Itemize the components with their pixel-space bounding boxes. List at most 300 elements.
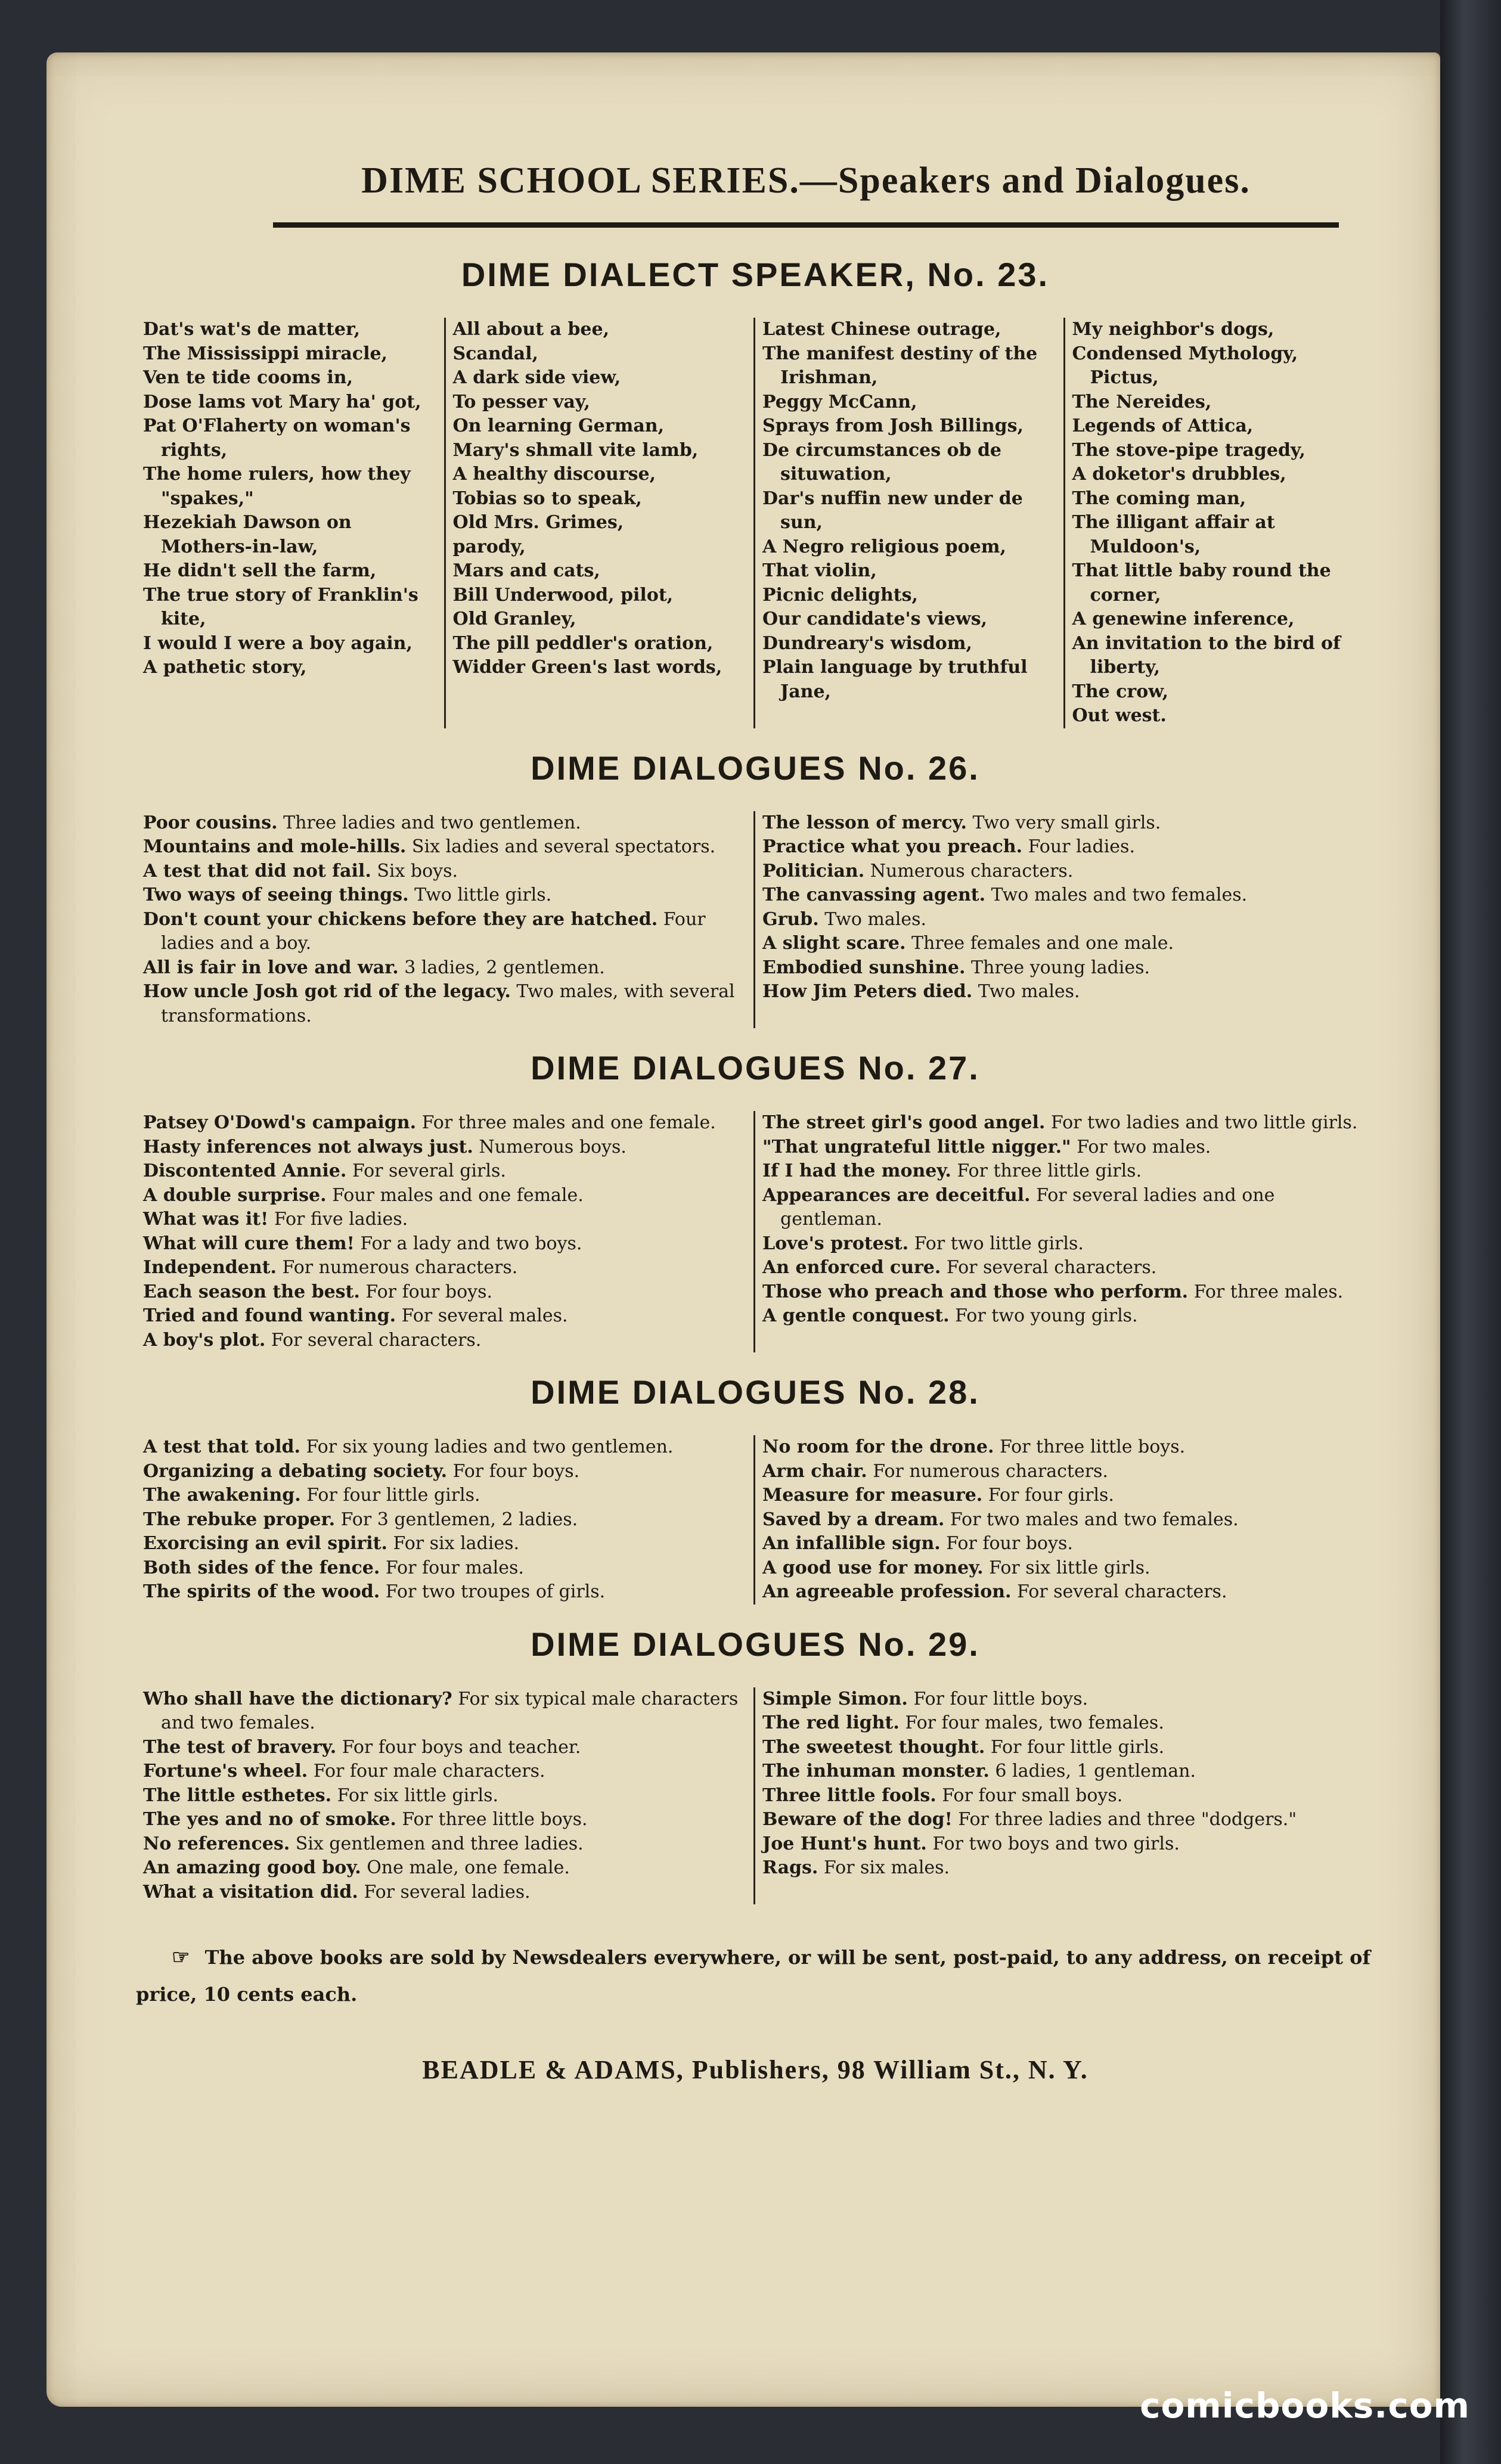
entry-cast: For three ladies and three "dodgers." bbox=[958, 1809, 1297, 1830]
entry-title: If I had the money. bbox=[762, 1160, 951, 1181]
list-item bbox=[143, 1856, 746, 1880]
entry-cast: For 3 gentlemen, 2 ladies. bbox=[340, 1509, 578, 1530]
entry-cast: For four boys and teacher. bbox=[342, 1736, 581, 1758]
entry-cast: Two males. bbox=[824, 908, 927, 930]
entry-title: The Mississippi miracle, bbox=[143, 343, 387, 364]
list-item bbox=[1072, 463, 1368, 487]
entry-cast: For six ladies. bbox=[393, 1533, 520, 1554]
entry-title: Those who preach and those who perform. bbox=[762, 1281, 1189, 1302]
list-item bbox=[143, 908, 746, 956]
entry-title: On learning German, bbox=[452, 415, 665, 436]
entry-title: The yes and no of smoke. bbox=[143, 1809, 396, 1830]
list-item bbox=[143, 1280, 746, 1305]
list-item bbox=[453, 607, 747, 632]
entry-cast: 6 ladies, 1 gentleman. bbox=[995, 1761, 1196, 1782]
entry-cast: For four girls. bbox=[988, 1485, 1114, 1506]
entry-title: How uncle Josh got rid of the legacy. bbox=[143, 981, 511, 1002]
list-item bbox=[762, 487, 1056, 535]
entry-cast: Two males, with several transformations. bbox=[161, 981, 735, 1026]
list-item bbox=[762, 1532, 1367, 1556]
entry-cast: For two young girls. bbox=[955, 1305, 1138, 1326]
list-item bbox=[762, 607, 1056, 632]
list-item bbox=[762, 632, 1056, 656]
list-item bbox=[143, 1256, 746, 1280]
entry-title: Love's protest. bbox=[762, 1233, 909, 1254]
entry-title: That little baby round the corner, bbox=[1072, 560, 1331, 606]
list-item bbox=[143, 980, 746, 1028]
list-item bbox=[453, 511, 747, 535]
entry-cast: For four boys. bbox=[365, 1281, 493, 1302]
entry-cast: Six ladies and several spectators. bbox=[411, 836, 716, 857]
list-item bbox=[762, 390, 1056, 415]
list-item bbox=[143, 1532, 746, 1556]
entry-title: A pathetic story, bbox=[143, 657, 307, 678]
entry-cast: For numerous characters. bbox=[873, 1460, 1108, 1482]
entry-title: The sweetest thought. bbox=[762, 1736, 985, 1758]
entry-title: What was it! bbox=[143, 1209, 269, 1230]
list-item bbox=[143, 1736, 746, 1760]
entry-title: Appearances are deceitful. bbox=[762, 1184, 1031, 1206]
list-item bbox=[1072, 318, 1368, 342]
column bbox=[136, 1435, 755, 1605]
entry-title: The stove-pipe tragedy, bbox=[1072, 439, 1305, 461]
list-item bbox=[143, 1880, 746, 1905]
entry-title: A double surprise. bbox=[143, 1184, 327, 1206]
entry-cast: For four males, two females. bbox=[905, 1712, 1164, 1733]
entry-cast: Two very small girls. bbox=[972, 812, 1161, 833]
list-item bbox=[762, 932, 1367, 956]
list-item bbox=[762, 1435, 1367, 1460]
entry-cast: Four ladies. bbox=[1028, 836, 1135, 857]
section-columns bbox=[136, 1111, 1375, 1352]
publisher-imprint: BEADLE & ADAMS, Publishers, 98 William St., N. Y. bbox=[422, 2055, 1088, 2084]
list-item bbox=[1072, 414, 1368, 439]
list-item bbox=[762, 908, 1367, 932]
entry-cast: Numerous characters. bbox=[870, 860, 1074, 882]
entry-title: Latest Chinese outrage, bbox=[762, 319, 1001, 340]
list-item bbox=[143, 559, 437, 584]
list-item bbox=[143, 1208, 746, 1232]
entry-cast: For six little girls. bbox=[337, 1785, 499, 1806]
entry-title: Saved by a dream. bbox=[762, 1509, 945, 1530]
column bbox=[755, 1687, 1375, 1905]
entry-title: Don't count your chickens before they are hatched. bbox=[143, 908, 658, 930]
list-item bbox=[762, 956, 1367, 980]
entry-title: An amazing good boy. bbox=[143, 1857, 361, 1878]
entry-cast: Six gentlemen and three ladies. bbox=[295, 1833, 584, 1854]
entry-cast: Three ladies and two gentlemen. bbox=[283, 812, 581, 833]
entry-title: A slight scare. bbox=[762, 933, 906, 954]
entry-title: Bill Underwood, pilot, bbox=[452, 584, 674, 606]
entry-cast: Two little girls. bbox=[414, 885, 552, 905]
entry-title: Three little fools. bbox=[762, 1785, 936, 1806]
list-item bbox=[453, 559, 747, 584]
entry-title: The pill peddler's oration, bbox=[452, 632, 714, 654]
list-item bbox=[143, 1687, 746, 1736]
entry-title: A gentle conquest. bbox=[762, 1305, 950, 1326]
list-item bbox=[762, 1460, 1367, 1484]
entry-title: The inhuman monster. bbox=[762, 1761, 990, 1782]
entry-title: Legends of Attica, bbox=[1072, 415, 1254, 436]
list-item bbox=[453, 656, 747, 680]
entry-cast: Two males and two females. bbox=[991, 885, 1248, 905]
list-item bbox=[143, 1435, 746, 1460]
entry-title: How Jim Peters died. bbox=[762, 981, 973, 1002]
entry-cast: For several ladies and one gentleman. bbox=[780, 1184, 1275, 1230]
entry-title: An agreeable profession. bbox=[762, 1581, 1012, 1602]
entry-title: Widder Green's last words, bbox=[452, 657, 722, 678]
list-item bbox=[1072, 511, 1368, 559]
entry-title: To pesser vay, bbox=[452, 391, 590, 412]
entry-title: A Negro religious poem, bbox=[762, 536, 1006, 557]
entry-cast: 3 ladies, 2 gentlemen. bbox=[404, 957, 605, 978]
list-item bbox=[453, 390, 747, 415]
list-item bbox=[762, 1556, 1367, 1581]
entry-cast: For four males. bbox=[385, 1557, 524, 1578]
entry-title: Fortune's wheel. bbox=[143, 1761, 308, 1782]
entry-title: A healthy discourse, bbox=[452, 464, 656, 485]
entry-title: Dose lams vot Mary ha' got, bbox=[143, 391, 421, 412]
entry-title: An enforced cure. bbox=[762, 1257, 941, 1278]
list-item bbox=[143, 342, 437, 367]
column bbox=[136, 1687, 755, 1905]
entry-cast: For six little girls. bbox=[989, 1557, 1150, 1578]
entry-title: Ven te tide cooms in, bbox=[143, 367, 353, 388]
entry-title: "That ungrateful little nigger." bbox=[762, 1136, 1071, 1157]
entry-title: Plain language by truthful Jane, bbox=[762, 657, 1028, 702]
list-item bbox=[762, 883, 1367, 908]
list-item bbox=[143, 811, 746, 836]
entry-title: Dat's wat's de matter, bbox=[143, 319, 361, 340]
column bbox=[136, 318, 446, 728]
list-item bbox=[762, 1508, 1367, 1532]
entry-cast: For three little boys. bbox=[999, 1436, 1186, 1457]
entry-cast: For six typical male characters and two females. bbox=[161, 1688, 739, 1733]
column bbox=[136, 1111, 755, 1352]
list-item bbox=[143, 1832, 746, 1857]
entry-title: Mountains and mole-hills. bbox=[143, 836, 407, 857]
entry-title: A doketor's drubbles, bbox=[1072, 464, 1286, 485]
entry-cast: For two ladies and two little girls. bbox=[1050, 1112, 1358, 1133]
list-item bbox=[762, 656, 1056, 704]
entry-title: A boy's plot. bbox=[143, 1329, 266, 1351]
entry-title: A good use for money. bbox=[762, 1557, 984, 1578]
section-title: DIME DIALECT SPEAKER, No. 23. bbox=[461, 256, 1050, 293]
list-item bbox=[143, 1232, 746, 1256]
list-item bbox=[762, 584, 1056, 608]
list-item bbox=[143, 1184, 746, 1208]
entry-title: Simple Simon. bbox=[762, 1688, 908, 1709]
entry-cast: For four male characters. bbox=[313, 1761, 545, 1782]
section-columns bbox=[136, 318, 1375, 728]
entry-cast: For six young ladies and two gentlemen. bbox=[306, 1436, 674, 1457]
entry-title: Politician. bbox=[762, 860, 865, 882]
entry-title: A genewine inference, bbox=[1072, 609, 1295, 629]
entry-title: Picnic delights, bbox=[762, 584, 918, 606]
catalog-section bbox=[136, 1625, 1375, 1905]
entry-cast: For four small boys. bbox=[942, 1785, 1123, 1806]
entry-title: The little esthetes. bbox=[143, 1785, 332, 1806]
list-item bbox=[143, 1111, 746, 1135]
entry-cast: Three females and one male. bbox=[911, 933, 1174, 954]
column bbox=[755, 1111, 1375, 1352]
list-item bbox=[143, 318, 437, 342]
list-item bbox=[143, 1784, 746, 1808]
entry-title: Each season the best. bbox=[143, 1281, 360, 1302]
entry-title: No references. bbox=[143, 1833, 290, 1854]
entry-cast: For five ladies. bbox=[274, 1209, 408, 1230]
entry-cast: For four little boys. bbox=[913, 1688, 1088, 1709]
entry-title: The street girl's good angel. bbox=[762, 1112, 1046, 1133]
entry-title: The test of bravery. bbox=[143, 1736, 337, 1758]
entry-title: parody, bbox=[452, 536, 526, 557]
entry-title: A test that did not fail. bbox=[143, 860, 371, 882]
entry-cast: For four boys. bbox=[946, 1533, 1073, 1554]
entry-title: No room for the drone. bbox=[762, 1436, 994, 1457]
list-item bbox=[762, 342, 1056, 390]
entry-title: Old Mrs. Grimes, bbox=[452, 512, 624, 533]
entry-title: The illigant affair at Muldoon's, bbox=[1072, 512, 1275, 557]
entry-title: Poor cousins. bbox=[143, 812, 278, 833]
entry-title: A dark side view, bbox=[452, 367, 621, 388]
book-binding bbox=[1440, 0, 1501, 2464]
entry-title: All is fair in love and war. bbox=[143, 957, 399, 978]
entry-title: Mary's shmall vite lamb, bbox=[452, 439, 699, 461]
entry-cast: For three males. bbox=[1193, 1281, 1344, 1302]
list-item bbox=[762, 414, 1056, 439]
list-item bbox=[143, 584, 437, 632]
list-item bbox=[762, 1484, 1367, 1508]
list-item bbox=[1072, 342, 1368, 390]
entry-cast: For four little girls. bbox=[990, 1736, 1165, 1758]
list-item bbox=[762, 1256, 1367, 1280]
list-item bbox=[143, 1808, 746, 1832]
list-item bbox=[762, 980, 1367, 1004]
entry-cast: For four little girls. bbox=[306, 1485, 480, 1506]
section-title: DIME DIALOGUES No. 29. bbox=[531, 1625, 980, 1663]
entry-title: An invitation to the bird of liberty, bbox=[1072, 632, 1341, 678]
list-item bbox=[143, 511, 437, 559]
entry-title: The true story of Franklin's kite, bbox=[143, 584, 418, 629]
entry-cast: For four boys. bbox=[452, 1460, 580, 1482]
entry-title: Discontented Annie. bbox=[143, 1160, 347, 1181]
entry-title: Patsey O'Dowd's campaign. bbox=[143, 1112, 417, 1133]
list-item bbox=[453, 632, 747, 656]
entry-cast: For three males and one female. bbox=[421, 1112, 716, 1133]
catalog-sections bbox=[136, 255, 1375, 1904]
list-item bbox=[143, 1135, 746, 1160]
catalog-section bbox=[136, 255, 1375, 728]
list-item bbox=[453, 318, 747, 342]
entry-cast: Numerous boys. bbox=[479, 1136, 627, 1157]
entry-title: What a visitation did. bbox=[143, 1881, 358, 1903]
entry-title: Pat O'Flaherty on woman's rights, bbox=[143, 415, 411, 461]
list-item bbox=[1072, 632, 1368, 680]
list-item bbox=[143, 1484, 746, 1508]
entry-title: Joe Hunt's hunt. bbox=[762, 1833, 927, 1854]
entry-cast: For several characters. bbox=[946, 1257, 1157, 1278]
list-item bbox=[143, 1159, 746, 1184]
list-item bbox=[143, 632, 437, 656]
list-item bbox=[762, 859, 1367, 884]
entry-cast: For a lady and two boys. bbox=[360, 1233, 582, 1254]
entry-cast: Two males. bbox=[978, 981, 1080, 1002]
entry-cast: For several males. bbox=[401, 1305, 568, 1326]
entry-title: He didn't sell the farm, bbox=[143, 560, 377, 581]
list-item bbox=[143, 1580, 746, 1605]
list-item bbox=[143, 366, 437, 390]
list-item bbox=[762, 559, 1056, 584]
watermark-text: comicbooks.com bbox=[1140, 2385, 1470, 2426]
entry-cast: For three little boys. bbox=[402, 1809, 588, 1830]
entry-title: Scandal, bbox=[452, 343, 538, 364]
section-columns bbox=[136, 1435, 1375, 1605]
catalog-section bbox=[136, 749, 1375, 1029]
list-item bbox=[762, 1784, 1367, 1808]
entry-title: Embodied sunshine. bbox=[762, 957, 966, 978]
entry-title: Measure for measure. bbox=[762, 1485, 983, 1506]
list-item bbox=[762, 1832, 1367, 1857]
entry-title: Beware of the dog! bbox=[762, 1809, 953, 1830]
list-item bbox=[762, 1711, 1367, 1736]
list-item bbox=[762, 1580, 1367, 1605]
list-item bbox=[453, 366, 747, 390]
list-item bbox=[1072, 559, 1368, 607]
list-item bbox=[453, 414, 747, 439]
list-item bbox=[143, 956, 746, 980]
list-item bbox=[1072, 607, 1368, 632]
list-item bbox=[1072, 390, 1368, 415]
list-item bbox=[762, 1304, 1367, 1329]
list-item bbox=[143, 463, 437, 511]
list-item bbox=[453, 487, 747, 511]
entry-title: Independent. bbox=[143, 1257, 277, 1278]
list-item bbox=[762, 811, 1367, 836]
column bbox=[755, 318, 1065, 728]
column bbox=[136, 811, 755, 1029]
entry-title: Hezekiah Dawson on Mothers-in-law, bbox=[143, 512, 352, 557]
entry-title: Rags. bbox=[762, 1857, 818, 1878]
entry-cast: Six boys. bbox=[377, 860, 458, 882]
list-item bbox=[762, 1159, 1367, 1184]
entry-title: Old Granley, bbox=[452, 609, 576, 629]
entry-title: Grub. bbox=[762, 908, 819, 930]
list-item bbox=[143, 414, 437, 463]
list-item bbox=[143, 859, 746, 884]
list-item bbox=[762, 535, 1056, 560]
entry-title: The canvassing agent. bbox=[762, 885, 986, 905]
entry-title: The manifest destiny of the Irishman, bbox=[762, 343, 1038, 388]
entry-title: The lesson of mercy. bbox=[762, 812, 967, 833]
list-item bbox=[143, 1460, 746, 1484]
entry-title: An infallible sign. bbox=[762, 1533, 941, 1554]
list-item bbox=[762, 1111, 1367, 1135]
entry-title: Exorcising an evil spirit. bbox=[143, 1533, 387, 1554]
entry-cast: For three little girls. bbox=[957, 1160, 1142, 1181]
entry-title: Hasty inferences not always just. bbox=[143, 1136, 473, 1157]
entry-title: The rebuke proper. bbox=[143, 1509, 336, 1530]
section-title: DIME DIALOGUES No. 28. bbox=[531, 1373, 980, 1411]
entry-title: Both sides of the fence. bbox=[143, 1557, 380, 1578]
entry-title: The Nereides, bbox=[1072, 391, 1212, 412]
column bbox=[755, 811, 1375, 1029]
entry-cast: Four males and one female. bbox=[332, 1184, 584, 1206]
entry-cast: For two males. bbox=[1077, 1136, 1211, 1157]
notice-text: The above books are sold by Newsdealers everywhere, or will be sent, post-paid, to any address, on receipt of price, 10 cents each. bbox=[136, 1946, 1371, 2006]
list-item bbox=[453, 463, 747, 487]
list-item bbox=[762, 1687, 1367, 1712]
list-item bbox=[762, 1736, 1367, 1760]
entry-cast: One male, one female. bbox=[367, 1857, 570, 1878]
column bbox=[1065, 318, 1375, 728]
entry-title: Our candidate's views, bbox=[762, 609, 988, 629]
entry-title: My neighbor's dogs, bbox=[1072, 319, 1274, 340]
entry-title: Who shall have the dictionary? bbox=[143, 1688, 452, 1709]
entry-cast: Three young ladies. bbox=[970, 957, 1150, 978]
list-item bbox=[762, 1808, 1367, 1832]
list-item bbox=[143, 1508, 746, 1532]
list-item bbox=[453, 439, 747, 463]
entry-title: Organizing a debating society. bbox=[143, 1460, 448, 1482]
list-item bbox=[453, 342, 747, 367]
entry-title: The spirits of the wood. bbox=[143, 1581, 380, 1602]
list-item bbox=[762, 1759, 1367, 1784]
list-item bbox=[1072, 439, 1368, 463]
entry-title: A test that told. bbox=[143, 1436, 300, 1457]
entry-title: That violin, bbox=[762, 560, 877, 581]
entry-title: The red light. bbox=[762, 1712, 900, 1733]
list-item bbox=[762, 318, 1056, 342]
entry-title: Condensed Mythology, Pictus, bbox=[1072, 343, 1298, 388]
entry-title: Peggy McCann, bbox=[762, 391, 917, 412]
list-item bbox=[762, 1856, 1367, 1880]
entry-cast: For two boys and two girls. bbox=[932, 1833, 1180, 1854]
catalog-section bbox=[136, 1373, 1375, 1605]
list-item bbox=[143, 1759, 746, 1784]
entry-title: Dar's nuffin new under de sun, bbox=[762, 488, 1023, 533]
section-columns bbox=[136, 811, 1375, 1029]
entry-title: The awakening. bbox=[143, 1485, 301, 1506]
column bbox=[755, 1435, 1375, 1605]
list-item bbox=[143, 835, 746, 859]
list-item bbox=[1072, 680, 1368, 705]
entry-cast: For several characters. bbox=[271, 1329, 482, 1351]
entry-cast: For numerous characters. bbox=[282, 1257, 518, 1278]
section-columns bbox=[136, 1687, 1375, 1905]
list-item bbox=[143, 1556, 746, 1581]
entry-title: The coming man, bbox=[1072, 488, 1246, 509]
entry-title: The home rulers, how they "spakes," bbox=[143, 464, 411, 509]
list-item bbox=[143, 656, 437, 680]
entry-cast: For two little girls. bbox=[914, 1233, 1084, 1254]
entry-title: Arm chair. bbox=[762, 1460, 867, 1482]
series-header: DIME SCHOOL SERIES.—Speakers and Dialogues. bbox=[273, 160, 1339, 228]
entry-title: De circumstances ob de situwation, bbox=[762, 439, 1002, 485]
entry-title: The crow, bbox=[1072, 681, 1169, 702]
entry-cast: For several girls. bbox=[352, 1160, 506, 1181]
list-item bbox=[453, 584, 747, 608]
entry-cast: For several characters. bbox=[1017, 1581, 1227, 1602]
list-item bbox=[143, 883, 746, 908]
list-item bbox=[1072, 704, 1368, 728]
entry-cast: For two males and two females. bbox=[950, 1509, 1239, 1530]
entry-title: I would I were a boy again, bbox=[143, 632, 413, 654]
catalog-page bbox=[46, 52, 1440, 2407]
entry-cast: For several ladies. bbox=[364, 1881, 531, 1903]
list-item bbox=[762, 835, 1367, 859]
entry-title: Tried and found wanting. bbox=[143, 1305, 396, 1326]
entry-title: Practice what you preach. bbox=[762, 836, 1023, 857]
